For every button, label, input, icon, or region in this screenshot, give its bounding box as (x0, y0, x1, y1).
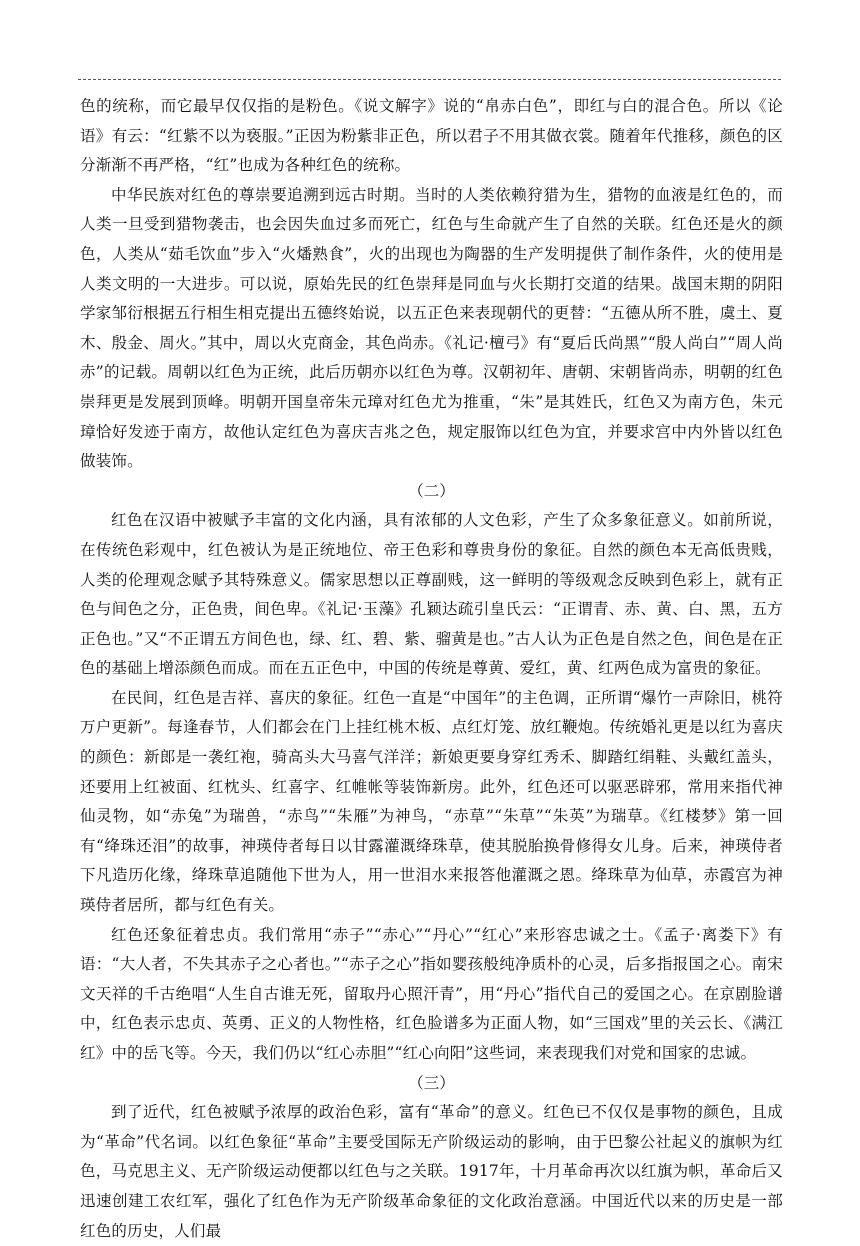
section-heading-3: （三） (408, 1073, 455, 1092)
paragraph-5: 红色还象征着忠贞。我们常用“赤子”“赤心”“丹心”“红心”来形容忠诚之士。《孟子·离娄下》有语：“大人者，不失其赤子之心者也。”“赤子之心”指如婴孩般纯净质朴的心灵，后多指报国之心。南宋文天祥的千古绝唱“人生自古谁无死，留取丹心照汗青”，用“丹心”指代自己的爱国之心。在京剧脸谱中，红色表示忠贞、英勇、正义的人物性格，红色脸谱多为正面人物，如“三国戏”里的关云长、《满江红》中的岳飞等。今天，我们仍以“红心赤胆”“红心向阳”这些词，来表现我们对党和国家的忠诚。 (80, 925, 783, 1062)
paragraph-4: 在民间，红色是吉祥、喜庆的象征。红色一直是“中国年”的主色调，正所谓“爆竹一声除旧，桃符万户更新”。每逢春节，人们都会在门上挂红桃木板、点红灯笼、放红鞭炮。传统婚礼更是以红为喜庆的颜色：新郎是一袭红袍，骑高头大马喜气洋洋；新娘更要身穿红秀禾、脚踏红绢鞋、头戴红盖头，还要用上红被面、红枕头、红喜字、红帷帐等装饰新房。此外，红色还可以驱恶辟邪，常用来指代神仙灵物，如“赤兔”为瑞兽，“赤鸟”“朱雁”为神鸟，“赤草”“朱草”“朱英”为瑞草。《红楼梦》第一回有“绛珠还泪”的故事，神瑛侍者每日以甘露灌溉绛珠草，使其脱胎换骨修得女儿身。后来，神瑛侍者下凡造历化缘，绛珠草追随他下世为人，用一世泪水来报答他灌溉之恩。绛珠草为仙草，赤霞宫为神瑛侍者居所，都与红色有关。 (80, 688, 783, 915)
paragraph-3: 红色在汉语中被赋予丰富的文化内涵，具有浓郁的人文色彩，产生了众多象征意义。如前所说，在传统色彩观中，红色被认为是正统地位、帝王色彩和尊贵身份的象征。自然的颜色本无高低贵贱，人类的伦理观念赋予其特殊意义。儒家思想以正尊副贱，这一鲜明的等级观念反映到色彩上，就有正色与间色之分，正色贵，间色卑。《礼记·玉藻》孔颖达疏引皇氏云：“正谓青、赤、黄、白、黑，五方正色也。”又“不正谓五方间色也，绿、红、碧、紫、骝黄是也。”古人认为正色是自然之色，间色是在正色的基础上增添颜色而成。而在五正色中，中国的传统是尊黄、爱红，黄、红两色成为富贵的象征。 (80, 511, 783, 678)
section-heading-2: （二） (408, 481, 455, 500)
header-rule (78, 79, 781, 80)
paragraph-6: 到了近代，红色被赋予浓厚的政治色彩，富有“革命”的意义。红色已不仅仅是事物的颜色，且成为“革命”代名词。以红色象征“革命”主要受国际无产阶级运动的影响，由于巴黎公社起义的旗帜为红色，马克思主义、无产阶级运动便都以红色与之关联。1917年，十月革命再次以红旗为帜，革命后又迅速创建工农红军，强化了红色作为无产阶级革命象征的文化政治意涵。中国近代以来的历史是一部红色的历史，人们最 (80, 1103, 783, 1240)
paragraph-1: 色的统称，而它最早仅仅指的是粉色。《说文解字》说的“帛赤白色”，即红与白的混合色。所以《论语》有云：“红紫不以为亵服。”正因为粉紫非正色，所以君子不用其做衣裳。随着年代推移，颜色的区分渐渐不再严格，“红”也成为各种红色的统称。 (80, 97, 783, 175)
paragraph-2: 中华民族对红色的尊崇要追溯到远古时期。当时的人类依赖狩猎为生，猎物的血液是红色的，而人类一旦受到猎物袭击，也会因失血过多而死亡，红色与生命就产生了自然的关联。红色还是火的颜色，人类从“茹毛饮血”步入“火燔熟食”，火的出现也为陶器的生产发明提供了制作条件，火的使用是人类文明的一大进步。可以说，原始先民的红色崇拜是同血与火长期打交道的结果。战国末期的阴阳学家邹衍根据五行相生相克提出五德终始说，以五正色来表现朝代的更替：“五德从所不胜，虞土、夏木、殷金、周火。”其中，周以火克商金，其色尚赤。《礼记·檀弓》有“夏后氏尚黑”“殷人尚白”“周人尚赤”的记载。周朝以红色为正统，此后历朝亦以红色为尊。汉朝初年、唐朝、宋朝皆尚赤，明朝的红色崇拜更是发展到顶峰。明朝开国皇帝朱元璋对红色尤为推重，“朱”是其姓氏，红色又为南方色，朱元璋恰好发迹于南方，故他认定红色为喜庆吉兆之色，规定服饰以红色为宜，并要求宫中内外皆以红色做装饰。 (80, 185, 783, 471)
document-body (80, 92, 783, 1246)
